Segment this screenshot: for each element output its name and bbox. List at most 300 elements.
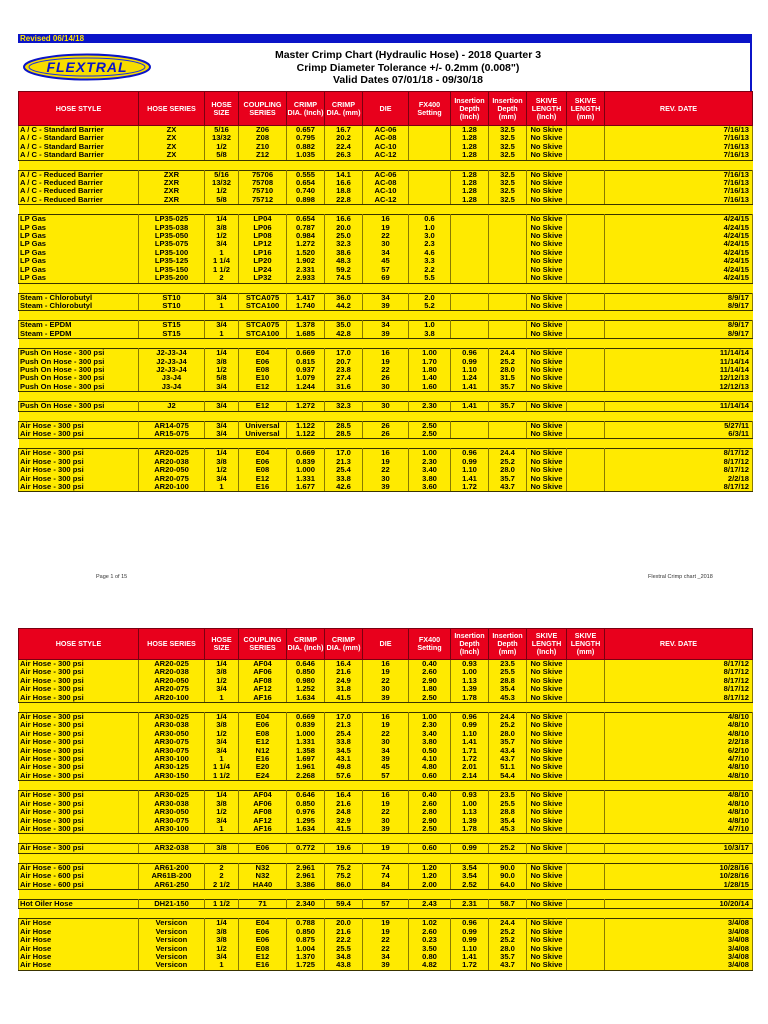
table-cell: 86.0 bbox=[325, 881, 363, 890]
table-cell: E16 bbox=[239, 483, 287, 492]
table-cell: 5.5 bbox=[409, 274, 451, 283]
table-cell: 25.5 bbox=[489, 800, 527, 808]
table-cell: LP Gas bbox=[19, 215, 139, 224]
table-cell: AC-12 bbox=[363, 151, 409, 160]
table-cell bbox=[567, 196, 605, 205]
table-cell bbox=[567, 466, 605, 474]
chart-title bbox=[198, 49, 618, 87]
table-cell: 30 bbox=[363, 817, 409, 825]
table-cell bbox=[409, 143, 451, 151]
table-cell bbox=[567, 330, 605, 339]
table-cell: 2.43 bbox=[409, 899, 451, 908]
table-cell: Steam - EPDM bbox=[19, 321, 139, 330]
table-cell: 16 bbox=[363, 215, 409, 224]
table-cell: 2.31 bbox=[451, 899, 489, 908]
table-cell: 1/4 bbox=[205, 449, 239, 458]
table-cell: 25.2 bbox=[489, 721, 527, 729]
table-cell: No Skive bbox=[527, 402, 567, 411]
table-cell: 1/4 bbox=[205, 660, 239, 669]
table-cell: 0.654 bbox=[287, 179, 325, 187]
table-cell: 1.41 bbox=[451, 383, 489, 392]
table-cell: 2.268 bbox=[287, 772, 325, 781]
table-cell: 2.933 bbox=[287, 274, 325, 283]
table-cell: 57 bbox=[363, 899, 409, 908]
table-cell: 0.99 bbox=[451, 928, 489, 936]
table-cell: AF04 bbox=[239, 660, 287, 669]
table-cell: Air Hose - 300 psi bbox=[19, 458, 139, 466]
table-cell: 2 1/2 bbox=[205, 881, 239, 890]
table-cell: 2/2/18 bbox=[605, 738, 753, 746]
table-cell: Push On Hose - 300 psi bbox=[19, 358, 139, 366]
table-cell: LP Gas bbox=[19, 240, 139, 248]
table-cell: 24.8 bbox=[325, 808, 363, 816]
table-cell: 2.50 bbox=[409, 825, 451, 834]
table-cell: 11/14/14 bbox=[605, 358, 753, 366]
table-cell: 2.60 bbox=[409, 928, 451, 936]
table-cell: E06 bbox=[239, 936, 287, 944]
table-row bbox=[19, 817, 753, 825]
table-cell: 2.14 bbox=[451, 772, 489, 781]
table-cell: 0.50 bbox=[409, 747, 451, 755]
column-header: HOSE SIZE bbox=[205, 92, 239, 126]
table-cell: 1.634 bbox=[287, 694, 325, 703]
table-cell: 2.30 bbox=[409, 721, 451, 729]
table-cell: 4/24/15 bbox=[605, 274, 753, 283]
table-cell: 49.8 bbox=[325, 763, 363, 771]
table-row bbox=[19, 881, 753, 890]
table-cell bbox=[451, 274, 489, 283]
table-cell: No Skive bbox=[527, 249, 567, 257]
table-cell: 1/2 bbox=[205, 187, 239, 195]
spacer-cell bbox=[19, 781, 753, 791]
table-cell: AC-10 bbox=[363, 143, 409, 151]
table-cell: 1 bbox=[205, 483, 239, 492]
table-cell: 1.40 bbox=[409, 374, 451, 382]
table-cell: 30 bbox=[363, 402, 409, 411]
table-cell bbox=[567, 257, 605, 265]
table-cell: AR15-075 bbox=[139, 430, 205, 439]
table-cell: LP08 bbox=[239, 232, 287, 240]
table-cell: Push On Hose - 300 psi bbox=[19, 383, 139, 392]
table-cell: 25.4 bbox=[325, 466, 363, 474]
table-cell: 7/16/13 bbox=[605, 126, 753, 135]
table-cell: E12 bbox=[239, 953, 287, 961]
table-cell: No Skive bbox=[527, 293, 567, 302]
table-cell: AR30-075 bbox=[139, 817, 205, 825]
table-cell: 4/8/10 bbox=[605, 721, 753, 729]
table-cell: 32.9 bbox=[325, 817, 363, 825]
table-cell bbox=[451, 257, 489, 265]
table-cell bbox=[567, 366, 605, 374]
table-row bbox=[19, 919, 753, 928]
table-cell: No Skive bbox=[527, 713, 567, 722]
table-cell: 0.850 bbox=[287, 928, 325, 936]
table-cell: No Skive bbox=[527, 872, 567, 880]
column-header: DIE bbox=[363, 629, 409, 660]
table-cell: 32.5 bbox=[489, 134, 527, 142]
table-cell: 22.2 bbox=[325, 936, 363, 944]
table-cell bbox=[567, 825, 605, 834]
table-cell: 4.80 bbox=[409, 763, 451, 771]
table-cell: 16 bbox=[363, 349, 409, 358]
table-cell: 3/4 bbox=[205, 738, 239, 746]
table-cell: AR32-038 bbox=[139, 844, 205, 853]
table-cell: 8/17/12 bbox=[605, 694, 753, 703]
table-row bbox=[19, 872, 753, 880]
table-cell: 24.4 bbox=[489, 349, 527, 358]
table-cell: 2.90 bbox=[409, 817, 451, 825]
table-cell: E04 bbox=[239, 919, 287, 928]
table-cell: ZX bbox=[139, 151, 205, 160]
table-cell: 1.28 bbox=[451, 126, 489, 135]
table-cell: Air Hose - 300 psi bbox=[19, 677, 139, 685]
table-cell: 30 bbox=[363, 738, 409, 746]
table-cell: 36.0 bbox=[325, 293, 363, 302]
table-row bbox=[19, 274, 753, 283]
table-cell: 45.3 bbox=[489, 694, 527, 703]
table-cell: 1.28 bbox=[451, 151, 489, 160]
table-cell: 4/8/10 bbox=[605, 763, 753, 771]
table-cell: No Skive bbox=[527, 224, 567, 232]
table-cell: E04 bbox=[239, 713, 287, 722]
group-spacer bbox=[19, 311, 753, 321]
table-cell: 1/2 bbox=[205, 677, 239, 685]
table-cell: 21.3 bbox=[325, 721, 363, 729]
table-cell: 59.4 bbox=[325, 899, 363, 908]
table-cell bbox=[567, 383, 605, 392]
table-cell: 1 1/2 bbox=[205, 899, 239, 908]
table-cell: Air Hose bbox=[19, 961, 139, 970]
table-cell bbox=[409, 179, 451, 187]
table-cell: J3-J4 bbox=[139, 383, 205, 392]
table-row bbox=[19, 668, 753, 676]
table-cell: 0.99 bbox=[451, 458, 489, 466]
table-cell: 32.5 bbox=[489, 196, 527, 205]
table-cell: 28.0 bbox=[489, 366, 527, 374]
table-cell: 75.2 bbox=[325, 872, 363, 880]
table-cell: 1.20 bbox=[409, 872, 451, 880]
table-cell: 1.417 bbox=[287, 293, 325, 302]
table-cell: AR20-038 bbox=[139, 458, 205, 466]
table-cell bbox=[567, 402, 605, 411]
table-cell: 30 bbox=[363, 685, 409, 693]
table-cell bbox=[567, 936, 605, 944]
table-cell: 1.02 bbox=[409, 919, 451, 928]
table-cell bbox=[567, 919, 605, 928]
table-cell bbox=[489, 302, 527, 311]
table-cell: 1.10 bbox=[451, 945, 489, 953]
table-cell: 51.1 bbox=[489, 763, 527, 771]
header-row bbox=[19, 629, 753, 660]
table-cell: 8/17/12 bbox=[605, 677, 753, 685]
table-cell: 22 bbox=[363, 945, 409, 953]
spacer-cell bbox=[19, 283, 753, 293]
table-cell: 39 bbox=[363, 694, 409, 703]
table-row bbox=[19, 215, 753, 224]
table-cell: 0.80 bbox=[409, 953, 451, 961]
table-cell: ZXR bbox=[139, 196, 205, 205]
spacer-cell bbox=[19, 339, 753, 349]
table-cell: N12 bbox=[239, 747, 287, 755]
table-cell: 11/14/14 bbox=[605, 366, 753, 374]
table-cell bbox=[489, 249, 527, 257]
table-row bbox=[19, 330, 753, 339]
table-cell: Air Hose - 300 psi bbox=[19, 800, 139, 808]
table-cell: Steam - Chlorobutyl bbox=[19, 293, 139, 302]
table-cell: 71 bbox=[239, 899, 287, 908]
table-cell: No Skive bbox=[527, 668, 567, 676]
table-cell: 1.71 bbox=[451, 747, 489, 755]
table-cell: 0.93 bbox=[451, 660, 489, 669]
table-cell: 1.295 bbox=[287, 817, 325, 825]
table-cell: J2-J3-J4 bbox=[139, 349, 205, 358]
table-cell: AC-06 bbox=[363, 170, 409, 179]
table-cell: 22.4 bbox=[325, 143, 363, 151]
table-cell: 43.7 bbox=[489, 961, 527, 970]
table-cell: LP32 bbox=[239, 274, 287, 283]
table-cell: 90.0 bbox=[489, 872, 527, 880]
column-header: Insertion Depth (Inch) bbox=[451, 92, 489, 126]
table-cell: 74 bbox=[363, 863, 409, 872]
table-cell: HA40 bbox=[239, 881, 287, 890]
table-row bbox=[19, 800, 753, 808]
column-header: HOSE SERIES bbox=[139, 92, 205, 126]
table-cell: STCA075 bbox=[239, 293, 287, 302]
table-cell: 4/8/10 bbox=[605, 817, 753, 825]
table-cell bbox=[451, 266, 489, 274]
table-cell: 5/8 bbox=[205, 374, 239, 382]
table-cell: E08 bbox=[239, 945, 287, 953]
table-cell: 1/2 bbox=[205, 730, 239, 738]
table-cell: 32.5 bbox=[489, 126, 527, 135]
table-cell: 57 bbox=[363, 266, 409, 274]
table-cell: AC-10 bbox=[363, 187, 409, 195]
table-cell bbox=[567, 677, 605, 685]
table-cell: Air Hose bbox=[19, 936, 139, 944]
table-cell: A / C - Standard Barrier bbox=[19, 126, 139, 135]
table-cell: 0.772 bbox=[287, 844, 325, 853]
table-cell: 75708 bbox=[239, 179, 287, 187]
table-cell: Versicon bbox=[139, 945, 205, 953]
table-cell: 0.740 bbox=[287, 187, 325, 195]
table-cell: Air Hose bbox=[19, 945, 139, 953]
table-row bbox=[19, 763, 753, 771]
table-cell: 5/16 bbox=[205, 170, 239, 179]
table-cell: Air Hose - 300 psi bbox=[19, 817, 139, 825]
table-cell: 35.7 bbox=[489, 953, 527, 961]
table-cell: 3/4 bbox=[205, 402, 239, 411]
table-row bbox=[19, 730, 753, 738]
table-cell: 43.4 bbox=[489, 747, 527, 755]
table-cell: Air Hose bbox=[19, 919, 139, 928]
table-cell: 28.5 bbox=[325, 421, 363, 430]
table-cell: 30 bbox=[363, 475, 409, 483]
table-cell: 75712 bbox=[239, 196, 287, 205]
table-cell: 69 bbox=[363, 274, 409, 283]
table-cell: 1/4 bbox=[205, 791, 239, 800]
table-cell bbox=[567, 872, 605, 880]
table-row bbox=[19, 747, 753, 755]
table-cell: 0.60 bbox=[409, 844, 451, 853]
table-cell bbox=[567, 349, 605, 358]
table-cell bbox=[567, 899, 605, 908]
table-row bbox=[19, 449, 753, 458]
table-cell: 23.5 bbox=[489, 660, 527, 669]
table-row bbox=[19, 302, 753, 311]
table-cell: 21.6 bbox=[325, 800, 363, 808]
table-cell: LP35-075 bbox=[139, 240, 205, 248]
table-cell: 13/32 bbox=[205, 134, 239, 142]
table-cell: AR14-075 bbox=[139, 421, 205, 430]
table-cell: 1.358 bbox=[287, 747, 325, 755]
table-cell bbox=[567, 293, 605, 302]
table-row bbox=[19, 899, 753, 908]
table-cell bbox=[567, 817, 605, 825]
table-cell: 21.3 bbox=[325, 458, 363, 466]
table-row bbox=[19, 293, 753, 302]
table-cell: No Skive bbox=[527, 321, 567, 330]
table-cell: 25.5 bbox=[325, 945, 363, 953]
table-row bbox=[19, 713, 753, 722]
table-cell: No Skive bbox=[527, 366, 567, 374]
table-cell: 16.6 bbox=[325, 179, 363, 187]
table-cell: A / C - Standard Barrier bbox=[19, 143, 139, 151]
table-cell: 0.96 bbox=[451, 919, 489, 928]
table-cell: 3.80 bbox=[409, 475, 451, 483]
column-header: Insertion Depth (mm) bbox=[489, 629, 527, 660]
table-cell: No Skive bbox=[527, 919, 567, 928]
table-cell: 0.555 bbox=[287, 170, 325, 179]
table-cell bbox=[567, 449, 605, 458]
table-cell: 22 bbox=[363, 466, 409, 474]
table-cell: 3/8 bbox=[205, 668, 239, 676]
table-cell bbox=[567, 421, 605, 430]
table-cell: 1.72 bbox=[451, 961, 489, 970]
table-cell bbox=[489, 321, 527, 330]
spacer-cell bbox=[19, 909, 753, 919]
table-cell: 34 bbox=[363, 953, 409, 961]
table-cell: Air Hose - 300 psi bbox=[19, 844, 139, 853]
table-row bbox=[19, 374, 753, 382]
table-cell: Push On Hose - 300 psi bbox=[19, 349, 139, 358]
table-cell: Air Hose - 300 psi bbox=[19, 466, 139, 474]
table-cell: Air Hose - 300 psi bbox=[19, 747, 139, 755]
table-cell: 19 bbox=[363, 224, 409, 232]
table-cell: 7/16/13 bbox=[605, 179, 753, 187]
table-cell: A / C - Reduced Barrier bbox=[19, 187, 139, 195]
table-cell: 58.7 bbox=[489, 899, 527, 908]
table-cell: LP35-038 bbox=[139, 224, 205, 232]
table-cell: Air Hose - 300 psi bbox=[19, 791, 139, 800]
table-cell: 25.2 bbox=[489, 936, 527, 944]
table-cell: 0.99 bbox=[451, 721, 489, 729]
table-cell: 75710 bbox=[239, 187, 287, 195]
table-row bbox=[19, 483, 753, 492]
table-cell bbox=[567, 266, 605, 274]
table-cell: No Skive bbox=[527, 881, 567, 890]
table-cell: 39 bbox=[363, 483, 409, 492]
table-row bbox=[19, 844, 753, 853]
table-cell: LP35-150 bbox=[139, 266, 205, 274]
table-cell: 17.0 bbox=[325, 449, 363, 458]
table-cell: 1 1/4 bbox=[205, 763, 239, 771]
table-cell: 32.5 bbox=[489, 151, 527, 160]
table-cell: A / C - Standard Barrier bbox=[19, 151, 139, 160]
table-cell: Z10 bbox=[239, 143, 287, 151]
table-cell: 1.00 bbox=[409, 349, 451, 358]
table-cell: 1/2 bbox=[205, 466, 239, 474]
table-cell: LP Gas bbox=[19, 224, 139, 232]
table-cell: Push On Hose - 300 psi bbox=[19, 374, 139, 382]
column-header: FX400 Setting bbox=[409, 629, 451, 660]
column-header: FX400 Setting bbox=[409, 92, 451, 126]
table-cell: 1.28 bbox=[451, 134, 489, 142]
table-cell: 3.80 bbox=[409, 738, 451, 746]
table-cell: 41.5 bbox=[325, 825, 363, 834]
table-row bbox=[19, 721, 753, 729]
table-cell: 8/17/12 bbox=[605, 483, 753, 492]
column-header: HOSE STYLE bbox=[19, 629, 139, 660]
table-cell: ZX bbox=[139, 126, 205, 135]
table-cell: 5/27/11 bbox=[605, 421, 753, 430]
table-row bbox=[19, 170, 753, 179]
table-cell bbox=[567, 881, 605, 890]
table-cell: 4/8/10 bbox=[605, 772, 753, 781]
table-cell: 0.984 bbox=[287, 232, 325, 240]
table-cell bbox=[567, 232, 605, 240]
table-cell: 22 bbox=[363, 232, 409, 240]
table-cell: 0.795 bbox=[287, 134, 325, 142]
table-cell bbox=[567, 430, 605, 439]
table-cell: A / C - Standard Barrier bbox=[19, 134, 139, 142]
table-cell: 1.378 bbox=[287, 321, 325, 330]
flextral-logo bbox=[22, 53, 152, 81]
table-cell: 4/24/15 bbox=[605, 215, 753, 224]
table-cell: 24.4 bbox=[489, 449, 527, 458]
table-cell: 1 bbox=[205, 694, 239, 703]
table-cell: No Skive bbox=[527, 421, 567, 430]
table-cell: 3.40 bbox=[409, 466, 451, 474]
table-cell: LP35-025 bbox=[139, 215, 205, 224]
table-cell: No Skive bbox=[527, 899, 567, 908]
table-cell: No Skive bbox=[527, 274, 567, 283]
table-cell: Versicon bbox=[139, 919, 205, 928]
table-cell: 1.252 bbox=[287, 685, 325, 693]
table-cell: 44.2 bbox=[325, 302, 363, 311]
table-cell: No Skive bbox=[527, 483, 567, 492]
table-cell: No Skive bbox=[527, 170, 567, 179]
table-cell: Air Hose - 300 psi bbox=[19, 475, 139, 483]
table-cell: 0.669 bbox=[287, 713, 325, 722]
table-cell: 39 bbox=[363, 755, 409, 763]
chart-page-2 bbox=[0, 625, 768, 1024]
table-cell: No Skive bbox=[527, 151, 567, 160]
table-cell bbox=[451, 302, 489, 311]
table-cell: 7/16/13 bbox=[605, 170, 753, 179]
group-spacer bbox=[19, 439, 753, 449]
group-spacer bbox=[19, 889, 753, 899]
table-cell: 4.6 bbox=[409, 249, 451, 257]
table-cell: 0.40 bbox=[409, 660, 451, 669]
group-spacer bbox=[19, 853, 753, 863]
table-cell: 4.10 bbox=[409, 755, 451, 763]
table-cell: 8/17/12 bbox=[605, 685, 753, 693]
crimp-table-page-2 bbox=[18, 628, 753, 971]
table-cell: 35.7 bbox=[489, 475, 527, 483]
table-cell: 8/17/12 bbox=[605, 449, 753, 458]
table-cell: 17.0 bbox=[325, 713, 363, 722]
table-cell bbox=[489, 430, 527, 439]
